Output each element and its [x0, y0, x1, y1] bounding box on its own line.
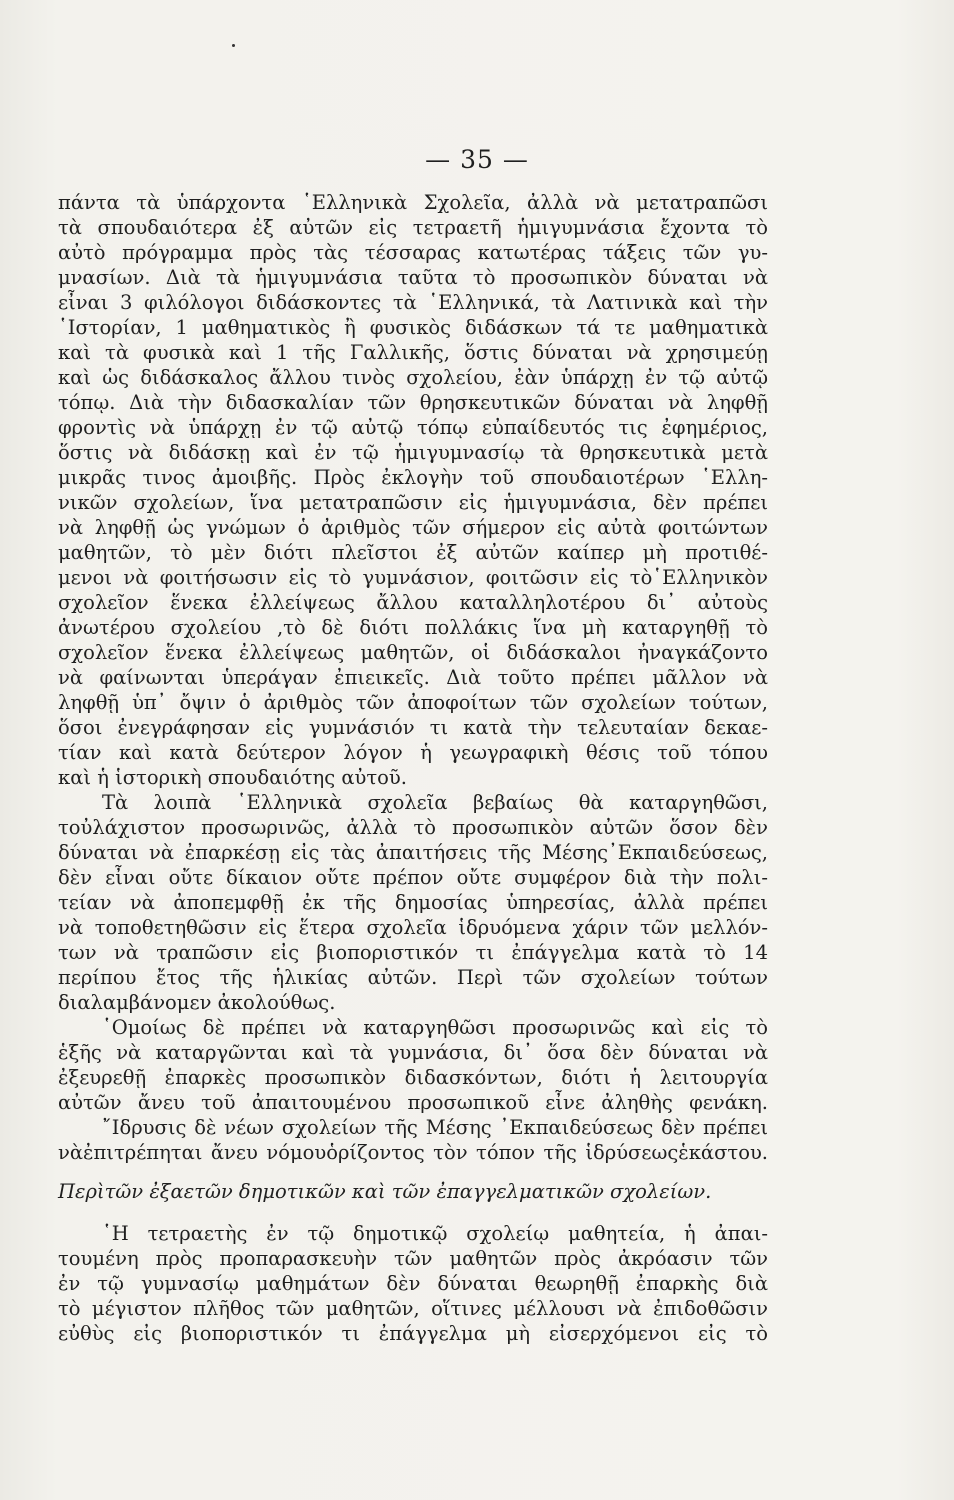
- section-heading: Περὶτῶν ἐξαετῶν δημοτικῶν καὶ τῶν ἐπαγγελματικῶν σχολείων.: [58, 1180, 712, 1203]
- page-number: — 35 —: [425, 145, 529, 174]
- text-line: δὲν εἶναι οὔτε δίκαιον οὔτε πρέπον οὔτε συμφέρον διὰ τὴν πολι-: [58, 866, 768, 889]
- speck: [232, 44, 235, 47]
- paragraph: [58, 1221, 768, 1346]
- text-line: νὰ τοποθετηθῶσιν εἰς ἕτερα σχολεῖα ἱδρυόμενα χάριν τῶν μελλόν-: [58, 916, 768, 939]
- text-line: καὶ τὰ φυσικὰ καὶ 1 τῆς Γαλλικῆς, ὅστις δύναται νὰ χρησιμεύῃ: [58, 341, 768, 364]
- text-line: περίπου ἔτος τῆς ἡλικίας αὐτῶν. Περὶ τῶν σχολείων τούτων: [58, 966, 768, 989]
- text-line: νὰἐπιτρέπηται ἄνευ νόμουὁρίζοντος τὸν τόπον τῆς ἱδρύσεωςἑκάστου.: [58, 1141, 768, 1164]
- text-line: τίαν καὶ κατὰ δεύτερον λόγον ἡ γεωγραφικὴ θέσις τοῦ τόπου: [58, 741, 768, 764]
- text-line: εὐθὺς εἰς βιοποριστικόν τι ἐπάγγελμα μὴ εἰσερχόμενοι εἰς τὸ: [58, 1322, 768, 1345]
- text-line: τουμένη πρὸς προπαρασκευὴν τῶν μαθητῶν πρὸς ἀκρόασιν τῶν: [58, 1247, 768, 1270]
- text-line: μνασίων. Διὰ τὰ ἡμιγυμνάσια ταῦτα τὸ προσωπικὸν δύναται νὰ: [58, 266, 768, 289]
- text-line: ῾Η τετραετὴς ἐν τῷ δημοτικῷ σχολείῳ μαθητεία, ἡ ἀπαι-: [102, 1222, 768, 1245]
- text-line: αὐτῶν ἄνευ τοῦ ἀπαιτουμένου προσωπικοῦ εἶνε ἀληθὴς φενάκη.: [58, 1091, 768, 1114]
- text-line: καὶ ὡς διδάσκαλος ἄλλου τινὸς σχολείου, ἐὰν ὑπάρχῃ ἐν τῷ αὐτῷ: [58, 366, 768, 389]
- text-line: διαλαμβάνομεν ἀκολούθως.: [58, 991, 336, 1014]
- text-line: αὐτὸ πρόγραμμα πρὸς τὰς τέσσαρας κατωτέρας τάξεις τῶν γυ-: [58, 241, 768, 264]
- text-line: φροντὶς νὰ ὑπάρχῃ ἐν τῷ αὐτῷ τόπῳ εὐπαίδευτός τις ἐφημέριος,: [58, 416, 768, 439]
- text-line: νικῶν σχολείων, ἵνα μετατραπῶσιν εἰς ἡμιγυμνάσια, δὲν πρέπει: [58, 491, 768, 514]
- text-line: τὰ σπουδαιότερα ἐξ αὐτῶν εἰς τετραετῆ ἡμιγυμνάσια ἔχοντα τὸ: [58, 216, 768, 239]
- text-line: μενοι νὰ φοιτήσωσιν εἰς τὸ γυμνάσιον, φοιτῶσιν εἰς τὸ῾Ελληνικὸν: [58, 566, 768, 589]
- text-line: νὰ φαίνωνται ὑπεράγαν ἐπιεικεῖς. Διὰ τοῦτο πρέπει μᾶλλον νὰ: [58, 666, 768, 689]
- text-line: ἐξευρεθῇ ἐπαρκὲς προσωπικὸν διδασκόντων, διότι ἡ λειτουργία: [58, 1066, 768, 1089]
- text-line: τόπῳ. Διὰ τὴν διδασκαλίαν τῶν θρησκευτικῶν δύναται νὰ ληφθῇ: [58, 391, 768, 414]
- paragraph: [58, 1015, 768, 1115]
- text-line: μαθητῶν, τὸ μὲν διότι πλεῖστοι ἐξ αὐτῶν καίπερ μὴ προτιθέ-: [58, 541, 768, 564]
- text-line: των νὰ τραπῶσιν εἰς βιοποριστικόν τι ἐπάγγελμα κατὰ τὸ 14: [58, 941, 768, 964]
- text-line: δύναται νὰ ἐπαρκέσῃ εἰς τὰς ἀπαιτήσεις τῆς Μέσης᾽Εκπαιδεύσεως,: [58, 841, 768, 864]
- text-line: Τὰ λοιπὰ ῾Ελληνικὰ σχολεῖα βεβαίως θὰ καταργηθῶσι,: [102, 791, 768, 814]
- text-line: πάντα τὰ ὑπάρχοντα ῾Ελληνικὰ Σχολεῖα, ἀλλὰ νὰ μετατραπῶσι: [58, 191, 768, 214]
- text-line: σχολεῖον ἕνεκα ἐλλείψεως ἄλλου καταλληλοτέρου δι᾽ αὐτοὺς: [58, 591, 768, 614]
- paragraph: [58, 190, 768, 790]
- text-line: μικρᾶς τινος ἀμοιβῆς. Πρὸς ἐκλογὴν τοῦ σπουδαιοτέρων ῾Ελλη-: [58, 466, 768, 489]
- text-line: ἐν τῷ γυμνασίῳ μαθημάτων δὲν δύναται θεωρηθῇ ἐπαρκὴς διὰ: [58, 1272, 768, 1295]
- text-line: τείαν νὰ ἀποπεμφθῇ ἐκ τῆς δημοσίας ὑπηρεσίας, ἀλλὰ πρέπει: [58, 891, 768, 914]
- text-line: καὶ ἡ ἱστορικὴ σπουδαιότης αὐτοῦ.: [58, 766, 407, 789]
- text-line: ῾Ομοίως δὲ πρέπει νὰ καταργηθῶσι προσωρινῶς καὶ εἰς τὸ: [102, 1016, 768, 1039]
- text-line: τοὐλάχιστον προσωρινῶς, ἀλλὰ τὸ προσωπικὸν αὐτῶν ὅσον δὲν: [58, 816, 768, 839]
- text-line: ληφθῇ ὑπ᾽ ὄψιν ὁ ἀριθμὸς τῶν ἀποφοίτων τῶν σχολείων τούτων,: [58, 691, 768, 714]
- text-line: εἶναι 3 φιλόλογοι διδάσκοντες τὰ ῾Ελληνικά, τὰ Λατινικὰ καὶ τὴν: [58, 291, 768, 314]
- text-line: ὅσοι ἐνεγράφησαν εἰς γυμνάσιόν τι κατὰ τὴν τελευταίαν δεκαε-: [58, 716, 768, 739]
- text-line: τὸ μέγιστον πλῆθος τῶν μαθητῶν, οἵτινες μέλλουσι νὰ ἐπιδοθῶσιν: [58, 1297, 768, 1320]
- text-line: σχολεῖον ἕνεκα ἐλλείψεως μαθητῶν, οἱ διδάσκαλοι ἠναγκάζοντο: [58, 641, 768, 664]
- body-text: [58, 190, 768, 1346]
- text-line: ῾Ιστορίαν, 1 μαθηματικὸς ἢ φυσικὸς διδάσκων τά τε μαθηματικὰ: [58, 316, 768, 339]
- text-line: ἑξῆς νὰ καταργῶνται καὶ τὰ γυμνάσια, δι᾽ ὅσα δὲν δύναται νὰ: [58, 1041, 768, 1064]
- paragraph: [58, 790, 768, 1015]
- text-line: ἀνωτέρου σχολείου ,τὸ δὲ διότι πολλάκις ἵνα μὴ καταργηθῇ τὸ: [58, 616, 768, 639]
- text-line: ὅστις νὰ διδάσκῃ καὶ ἐν τῷ ἡμιγυμνασίῳ τὰ θρησκευτικὰ μετὰ: [58, 441, 768, 464]
- text-line: ῎Ιδρυσις δὲ νέων σχολείων τῆς Μέσης ᾽Εκπαιδεύσεως δὲν πρέπει: [102, 1116, 768, 1139]
- paragraph: [58, 1115, 768, 1165]
- text-line: νὰ ληφθῇ ὡς γνώμων ὁ ἀριθμὸς τῶν σήμερον εἰς αὐτὰ φοιτώντων: [58, 516, 768, 539]
